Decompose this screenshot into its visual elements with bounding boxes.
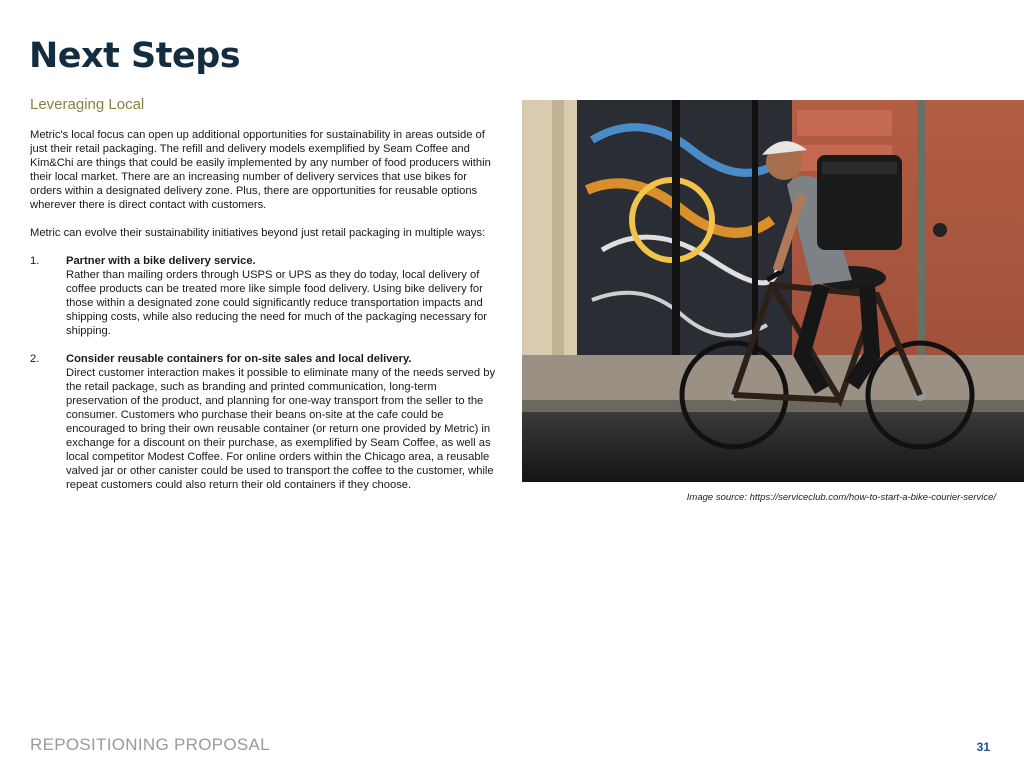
list-number: 1. — [30, 255, 40, 267]
list-item — [30, 254, 500, 338]
list-item-text: Rather than mailing orders through USPS or UPS as they do today, local delivery of coffee products can be treated more like simple food delivery. Using bike delivery for those within a designated zone could significantly reduce transportation impacts and shipping costs, while also reducing the need for much of the packaging necessary for shipping. — [66, 269, 488, 337]
steps-list — [30, 254, 500, 492]
intro-paragraph: Metric's local focus can open up additional opportunities for sustainability in areas outside of just their retail packaging. The refill and delivery models exemplified by Seam Coffee and Kim&Chi are things that could be easily implemented by any number of food producers within their local market. There are an increasing number of delivery services that use bikes for orders within a designated delivery zone. Plus, there are opportunities for reusable options wherever there is direct contact with customers. — [30, 129, 491, 211]
lead-in-paragraph: Metric can evolve their sustainability initiatives beyond just retail packaging in multiple ways: — [30, 227, 486, 239]
list-item-heading: Consider reusable containers for on-site sales and local delivery. — [66, 353, 412, 365]
list-item — [30, 352, 500, 492]
page-title: Next Steps — [29, 36, 241, 76]
footer-label: REPOSITIONING PROPOSAL — [30, 735, 270, 754]
image-caption: Image source: https://serviceclub.com/how-to-start-a-bike-courier-service/ — [686, 492, 996, 503]
list-number: 2. — [30, 353, 40, 365]
section-subtitle: Leveraging Local — [30, 96, 145, 113]
page-number: 31 — [976, 740, 990, 754]
list-item-text: Direct customer interaction makes it possible to eliminate many of the needs served by the retail package, such as branding and printed communication, long-term preservation of the product, and planning for one-way transport from the seller to the consumer. Customers who purchase their beans on-site at the cafe could be encouraged to bring their own reusable container (or return one provided by Metric) in exchange for a discount on their purchase, as exemplified by Seam Coffee, as well as local competitor Modest Coffee. For online orders within the Chicago area, a reusable valved jar or other canister could be used to transport the coffee to the customer, while repeat customers could also return their old containers if they choose. — [66, 367, 496, 491]
bike-courier-photo — [522, 100, 1024, 482]
body-text — [30, 128, 500, 506]
list-item-heading: Partner with a bike delivery service. — [66, 255, 256, 267]
